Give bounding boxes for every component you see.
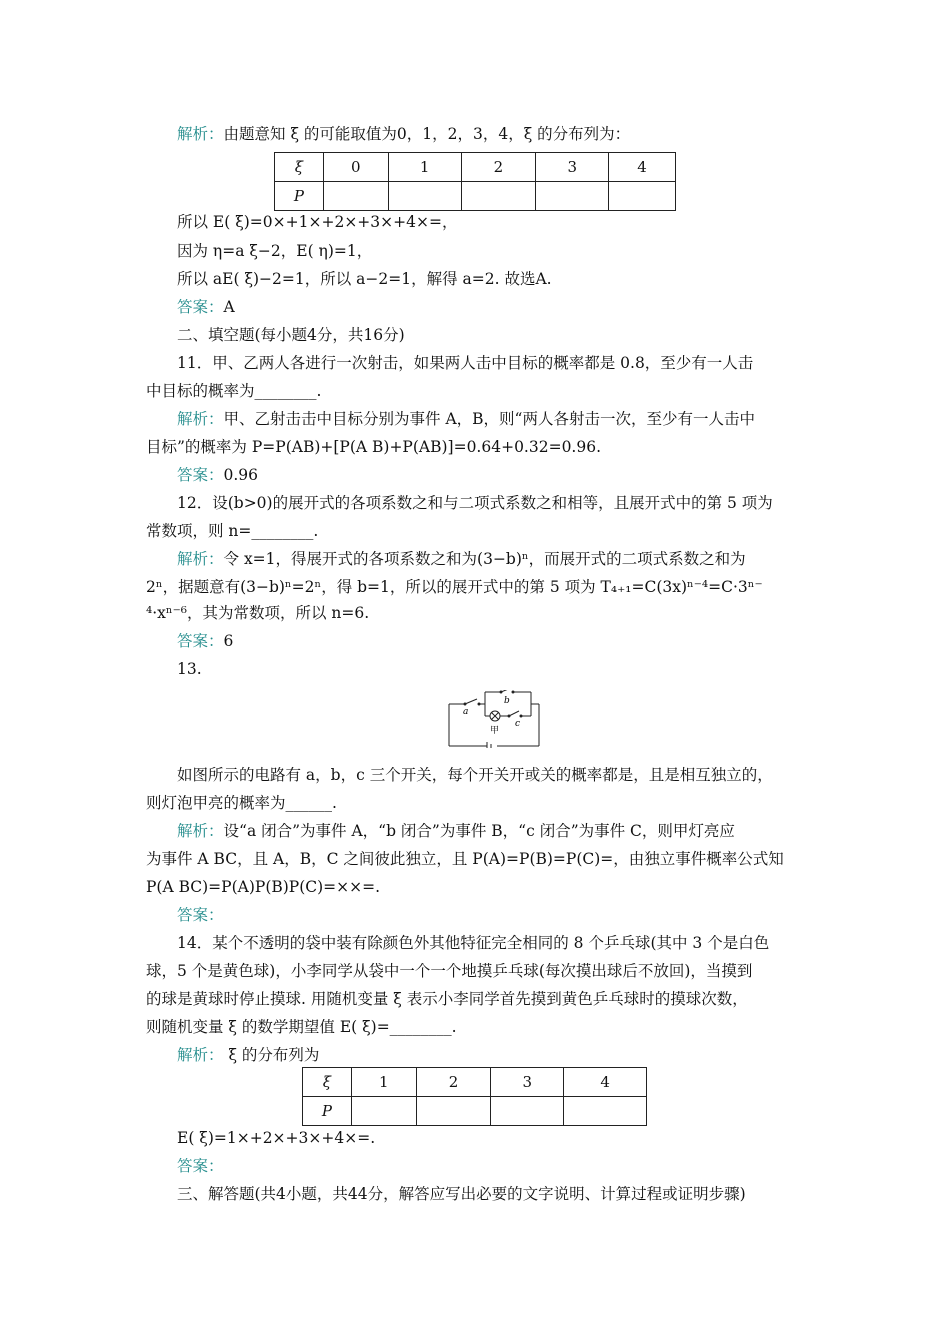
table-cell: P [275, 182, 324, 211]
table-cell: ξ [275, 153, 324, 182]
table-row [275, 182, 676, 211]
q10-line-2: 因为 η=a ξ−2，E( η)=1， [177, 242, 373, 260]
solution-label: 解析： [177, 822, 224, 840]
q11-solution-2: 目标”的概率为 P=P(AB)+[P(A B)+P(AB)]=0.64+0.32=0.96. [146, 438, 602, 456]
table-cell: 1 [388, 153, 461, 182]
answer-label: 答案： [177, 298, 224, 316]
switch-c-label: c [515, 719, 521, 729]
solution-text: 设“a 闭合”为事件 A，“b 闭合”为事件 B，“c 闭合”为事件 C，则甲灯亮应 [223, 822, 735, 840]
table-cell: 1 [351, 1068, 416, 1097]
q10-line-1: 所以 E( ξ)=0×+1×+2×+3×+4×=， [177, 213, 458, 231]
solution-text: ξ 的分布列为 [223, 1046, 320, 1064]
table-cell: 4 [609, 153, 676, 182]
q12-solution-1 [177, 549, 746, 569]
table-row [275, 153, 676, 182]
lamp-label: 甲 [490, 726, 500, 736]
table-cell [388, 182, 461, 211]
section-3-title: 三、解答题(共4小题，共44分，解答应写出必要的文字说明、计算过程或证明步骤) [177, 1185, 746, 1203]
q10-answer [177, 297, 235, 317]
circuit-diagram [447, 690, 543, 748]
q11-stem-2: 中目标的概率为________. [146, 382, 322, 400]
answer-value: 6 [223, 632, 234, 650]
switch-b-label: b [504, 696, 510, 706]
table-row [303, 1097, 647, 1126]
q13-number: 13. [177, 660, 202, 678]
table-cell [564, 1097, 647, 1126]
answer-label: 答案： [177, 906, 224, 924]
q14-stem-4: 则随机变量 ξ 的数学期望值 E( ξ)=________. [146, 1018, 457, 1036]
solution-label: 解析： [177, 550, 224, 568]
table-cell [323, 182, 388, 211]
table-cell: ξ [303, 1068, 352, 1097]
q10-line-3: 所以 aE( ξ)−2=1，所以 a−2=1，解得 a=2. 故选A. [177, 270, 552, 288]
q12-solution-2: 2ⁿ，据题意有(3−b)ⁿ=2ⁿ，得 b=1，所以的展开式中的第 5 项为 T₄₊₁=C(3x)ⁿ⁻⁴=C·3ⁿ⁻ [146, 578, 763, 596]
answer-label: 答案： [177, 1157, 224, 1175]
q13-stem-2: 则灯泡甲亮的概率为______. [146, 794, 337, 812]
section-2-title: 二、填空题(每小题4分，共16分) [177, 326, 405, 344]
q10-solution-intro [177, 124, 630, 144]
q11-solution-1 [177, 409, 755, 429]
q13-solution-2: 为事件 A BC，且 A，B，C 之间彼此独立，且 P(A)=P(B)=P(C)=，由独立事件概率公式知 [146, 850, 784, 868]
table-cell: 4 [564, 1068, 647, 1097]
q12-stem-1: 12．设(b>0)的展开式的各项系数之和与二项式系数之和相等，且展开式中的第 5 项为 [177, 494, 773, 512]
table-cell [351, 1097, 416, 1126]
table-cell [609, 182, 676, 211]
solution-text: 甲、乙射击击中目标分别为事件 A，B，则“两人各射击一次，至少有一人击中 [223, 410, 755, 428]
answer-value: A [223, 298, 235, 316]
table-cell: 3 [536, 153, 609, 182]
q14-answer [177, 1156, 224, 1176]
table-cell [536, 182, 609, 211]
q13-solution-3: P(A BC)=P(A)P(B)P(C)=××=. [146, 878, 381, 896]
q13-solution-1 [177, 821, 735, 841]
q11-stem-1: 11．甲、乙两人各进行一次射击，如果两人击中目标的概率都是 0.8，至少有一人击 [177, 354, 754, 372]
table-cell: 3 [491, 1068, 564, 1097]
answer-value: 0.96 [223, 466, 259, 484]
q12-solution-3: ⁴·xⁿ⁻⁶，其为常数项，所以 n=6. [146, 604, 370, 622]
q13-stem-1: 如图所示的电路有 a，b，c 三个开关，每个开关开或关的概率都是，且是相互独立的， [177, 766, 773, 784]
q14-distribution-table [302, 1067, 647, 1126]
solution-text: 令 x=1，得展开式的各项系数之和为(3−b)ⁿ，而展开式的二项式系数之和为 [223, 550, 746, 568]
solution-label: 解析： [177, 125, 224, 143]
q14-stem-2: 球，5 个是黄色球)，小李同学从袋中一个一个地摸乒乓球(每次摸出球后不放回)，当摸到 [146, 962, 753, 980]
q14-stem-3: 的球是黄球时停止摸球. 用随机变量 ξ 表示小李同学首先摸到黄色乒乓球时的摸球次数， [146, 990, 748, 1008]
answer-label: 答案： [177, 632, 224, 650]
table-row [303, 1068, 647, 1097]
table-cell [416, 1097, 491, 1126]
q13-answer [177, 905, 224, 925]
table-cell: P [303, 1097, 352, 1126]
table-cell: 2 [461, 153, 536, 182]
table-cell: 2 [416, 1068, 491, 1097]
solution-label: 解析： [177, 410, 224, 428]
table-cell: 0 [323, 153, 388, 182]
q14-stem-1: 14．某个不透明的袋中装有除颜色外其他特征完全相同的 8 个乒乓球(其中 3 个是白色 [177, 934, 770, 952]
q10-distribution-table [274, 152, 676, 211]
table-cell [491, 1097, 564, 1126]
q14-solution-1 [177, 1045, 319, 1065]
switch-a-label: a [463, 707, 469, 717]
solution-text: 由题意知 ξ 的可能取值为0，1，2，3，4，ξ 的分布列为： [223, 125, 631, 143]
q14-line-1: E( ξ)=1×+2×+3×+4×=. [177, 1129, 376, 1147]
q12-answer [177, 631, 233, 651]
q11-answer [177, 465, 258, 485]
table-cell [461, 182, 536, 211]
answer-label: 答案： [177, 466, 224, 484]
q12-stem-2: 常数项，则 n=________. [146, 522, 319, 540]
solution-label: 解析： [177, 1046, 224, 1064]
